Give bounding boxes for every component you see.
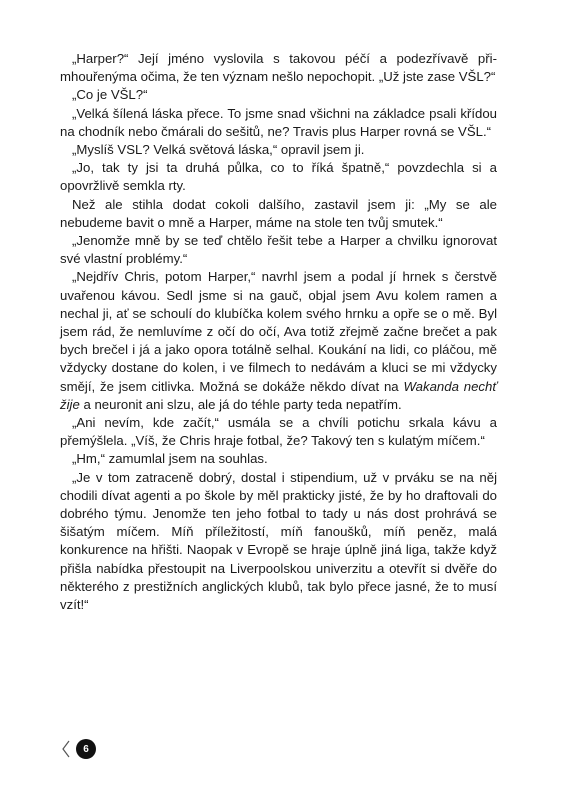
paragraph: „Myslíš VSL? Velká světová láska,“ opravil jsem ji. [72,142,365,158]
paragraph: „Jenomže mně by se teď chtělo řešit tebe a Harper a chvilku ignorovat své vlastní problémy.“ [60,233,497,267]
page-body [60,50,497,614]
paragraph: „Co je VŠL?“ [72,87,148,103]
chevron-left-icon [60,738,72,760]
paragraph: „Hm,“ zamumlal jsem na souhlas. [72,451,268,467]
page-number: 6 [76,739,96,759]
italic-title: Wakanda nechť žije [60,378,497,412]
paragraph: „Je v tom zatraceně dobrý, dostal i stipendium, už v prváku se na něj chodili dívat agenti a po škole by měl prakticky jisté, že by ho draftovali do dobrého týmu. Jenomže ten jeho fotbal to tady u nás dost prohrává se šišatým míčem. Míň příležitostí, míň fanoušků, míň peněz, malá konkurence na hřišti. Naopak v Evropě se hraje úplně jiná liga, takže když přišla nabídka přestoupit na Liverpoolskou univerzitu a otevřít si dvěře do některého z prestižních anglických klubů, tak bylo přece jasné, že to musí vzít!“ [60,469,497,613]
paragraph: „Harper?“ Její jméno vyslovila s takovou péčí a podezřívavě přimhouřenýma očima, že ten význam nešlo nepochopit. „Už jste zase VŠL?“ [60,51,497,85]
paragraph: „Ani nevím, kde začít,“ usmála se a chvíli potichu srkala kávu a přemýšlela. „Víš, že Chris hraje fotbal, že? Takový ten s kulatým míčem.“ [60,415,497,449]
paragraph: „Jo, tak ty jsi ta druhá půlka, co to říká špatně,“ povzdechla si a opovržlivě semkla rty. [60,160,497,194]
paragraph: Než ale stihla dodat cokoli dalšího, zastavil jsem ji: „My se ale nebudeme bavit o mně a Harper, máme na stole ten tvůj smutek.“ [60,196,497,230]
page-footer [60,738,96,760]
paragraph: „Velká šílená láska přece. To jsme snad všichni na základce psali křídou na chodník nebo čmárali do sešitů, ne? Travis plus Harper rovná se VŠL.“ [60,105,497,139]
paragraph-text-tail: a neuronit ani slzu, ale já do téhle party teda nepatřím. [79,396,402,412]
paragraph [60,268,497,414]
paragraph-text: „Nejdřív Chris, potom Harper,“ navrhl jsem a podal jí hrnek s čerstvě uvařenou kávou. Sedl jsme si na gauč, objal jsem Avu kolem ramen a nechal ji, ať se schoulí do klubíčka kolem svého hrnku a opře se o mě. Byl jsem rád, že nemluvíme z očí do očí, Ava totiž zřejmě začne brečet a pak bych brečel i já a jako opora totálně selhal. Koukání na lidi, co pláčou, mě vždycky dostane do kolen, i ve filmech to nedávám a kluci se mi vždycky smějí, že jsem citlivka. Možná se dokáže někdo dívat na [60,269,497,394]
